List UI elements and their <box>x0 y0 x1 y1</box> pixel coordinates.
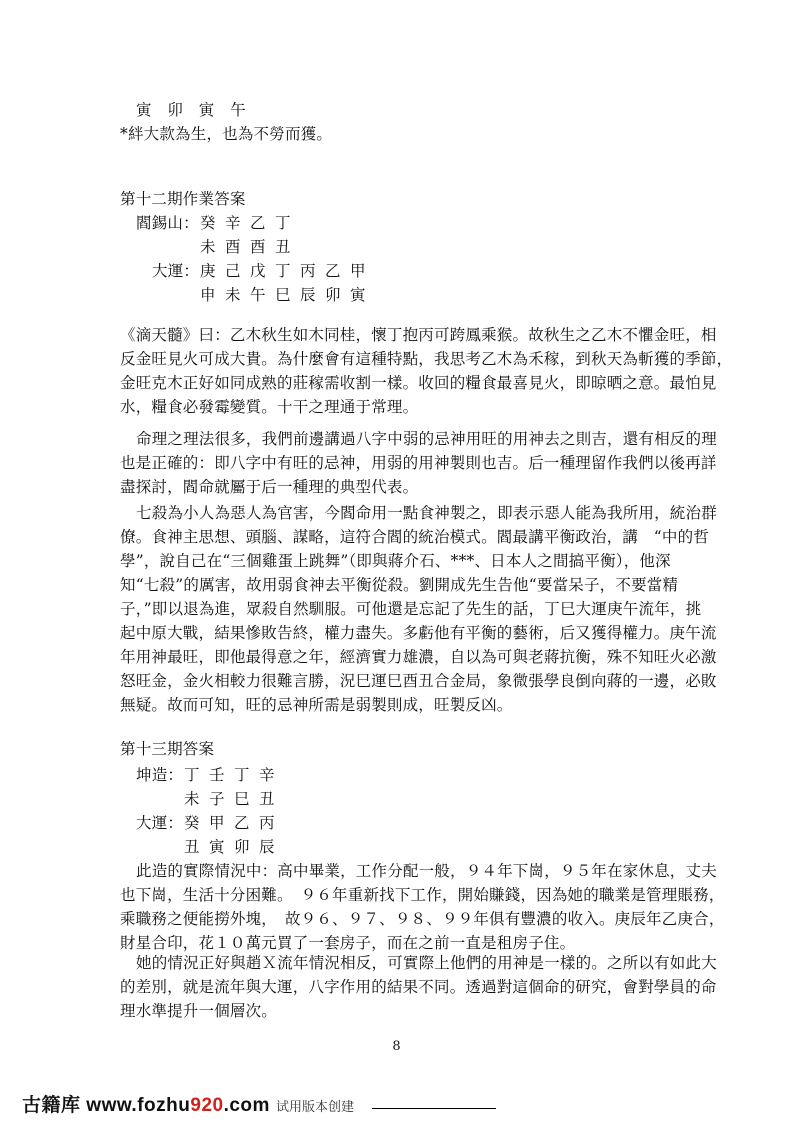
branch: 巳 <box>234 790 250 808</box>
paragraph-line: 理水準提升一個層次。 <box>120 1002 278 1020</box>
paragraph-line: 怒旺金，金火相較力很難言勝，況巳運巳酉丑合金局，象微張學良倒向蔣的一邊，必敗 <box>120 672 717 690</box>
stem: 丁 <box>234 766 250 784</box>
luck-branch: 寅 <box>209 838 225 856</box>
branch: 未 <box>200 238 216 256</box>
section12-stems <box>200 211 300 235</box>
luck-stem: 甲 <box>350 262 366 280</box>
paragraph-line: 知“七殺”的厲害，故用弱食神去平衡從殺。劉開成先生告他“要當呆子，不要當精 <box>120 576 679 594</box>
paragraph-line: 的差別，就是流年與大運，八字作用的結果不同。透過對這個命的研究，會對學員的命 <box>120 978 717 996</box>
section12-luck-stems <box>200 259 375 283</box>
luck-branch: 卯 <box>325 286 341 304</box>
logo-domain: fozhu <box>137 1095 191 1116</box>
logo-www: www. <box>80 1095 138 1116</box>
branch: 酉 <box>250 238 266 256</box>
paragraph-line: 《滴天髓》曰：乙木秋生如木同桂，懷丁抱丙可跨鳳乘猴。故秋生之乙木不懼金旺，相 <box>120 326 717 344</box>
branch: 酉 <box>225 238 241 256</box>
paragraph-line: 命理之理法很多，我們前邊講過八字中弱的忌神用旺的用神去之則吉，還有相反的理 <box>136 430 717 448</box>
paragraph-line: 七殺為小人為惡人為官害，今閻命用一點食神製之，即表示惡人能為我所用，統治群 <box>136 504 717 522</box>
trial-version-text: 试用版本创建 <box>275 1099 354 1114</box>
top-note: *絆大款為生，也為不勞而獲。 <box>120 125 333 143</box>
branch: 丑 <box>275 238 291 256</box>
logo-prefix: 古籍库 <box>22 1095 81 1116</box>
paragraph-line: 她的情況正好與趙Ｘ流年情況相反，可實際上他們的用神是一樣的。之所以有如此大 <box>136 954 717 972</box>
branch: 子 <box>209 790 225 808</box>
section12-branches <box>200 235 300 259</box>
stem: 丁 <box>184 766 200 784</box>
paragraph-line: 水，糧食必發霉變質。十干之理通于常理。 <box>120 398 419 416</box>
stem: 壬 <box>209 766 225 784</box>
section12-chart-label: 閻錫山： <box>136 214 199 232</box>
luck-branch: 丑 <box>184 838 200 856</box>
luck-stem: 戊 <box>250 262 266 280</box>
paragraph-line: 學”，說自己在“三個雞蛋上跳舞”（即與蔣介石、***、日本人之間搞平衡），他深 <box>120 552 671 570</box>
section12-luck-branches <box>200 283 375 307</box>
luck-stem: 己 <box>225 262 241 280</box>
section13-luck-branches <box>184 835 284 859</box>
paragraph-line: 反金旺見火可成大貴。為什麼會有這種特點，我思考乙木為禾稼，到秋天為斬獲的季節， <box>120 350 733 368</box>
paragraph-line: 此造的實際情況中：高中畢業，工作分配一般，９４年下崗，９５年在家休息，丈夫 <box>136 862 717 880</box>
luck-stem: 甲 <box>209 814 225 832</box>
luck-branch: 巳 <box>275 286 291 304</box>
stem: 辛 <box>259 766 275 784</box>
section13-stems <box>184 763 284 787</box>
section13-branches <box>184 787 284 811</box>
paragraph-line: 無疑。故而可知，旺的忌神所需是弱製則成，旺製反凶。 <box>120 696 513 714</box>
site-logo[interactable] <box>22 1095 270 1116</box>
luck-branch: 午 <box>250 286 266 304</box>
paragraph-line: 起中原大戰，結果慘敗告終，權力盡失。多虧他有平衡的藝術，后又獲得權力。庚午流 <box>120 624 717 642</box>
paragraph-line: 也下崗，生活十分困難。 ９６年重新找下工作，開始賺錢，因為她的職業是管理賬務， <box>120 886 725 904</box>
footer-underline <box>372 1108 496 1109</box>
luck-stem: 乙 <box>234 814 250 832</box>
section13-chart-label: 坤造： <box>136 766 184 784</box>
luck-stem: 丁 <box>275 262 291 280</box>
paragraph-line: 子，”即以退為進，眾殺自然馴服。可他還是忘記了先生的話，丁巳大運庚午流年，挑 <box>120 600 702 618</box>
paragraph-line: 也是正確的：即八字中有旺的忌神，用弱的用神製則也吉。后一種理留作我們以後再詳 <box>120 454 717 472</box>
paragraph-line: 年用神最旺，即他最得意之年，經濟實力雄濃，自以為可與老蔣抗衡，殊不知旺火必激 <box>120 648 717 666</box>
section13-luck-stems <box>184 811 284 835</box>
paragraph-line: 乘職務之便能撈外塊， 故９６、９７、９８、９９年俱有豐濃的收入。庚辰年乙庚合， <box>120 910 725 928</box>
logo-domain-number: 920 <box>190 1095 224 1116</box>
paragraph-line: 金旺克木正好如同成熟的莊稼需收割一樣。收回的糧食最喜見火，即晾晒之意。最怕見 <box>120 374 717 392</box>
luck-stem: 乙 <box>325 262 341 280</box>
stem: 癸 <box>200 214 216 232</box>
paragraph-line: 僚。食神主思想、頭腦、謀略，這符合閻的統治模式。閻最講平衡政治，講 “中的哲 <box>120 528 710 546</box>
section12-heading: 第十二期作業答案 <box>120 190 246 208</box>
luck-branch: 未 <box>225 286 241 304</box>
page-number: 8 <box>392 1039 401 1054</box>
stem: 丁 <box>275 214 291 232</box>
luck-stem: 丙 <box>300 262 316 280</box>
section13-heading: 第十三期答案 <box>120 740 215 758</box>
luck-branch: 寅 <box>350 286 366 304</box>
branch: 未 <box>184 790 200 808</box>
section12-luck-label: 大運： <box>152 262 200 280</box>
section13-luck-label: 大運： <box>136 814 184 832</box>
luck-branch: 卯 <box>234 838 250 856</box>
luck-stem: 癸 <box>184 814 200 832</box>
paragraph-line: 財星合印，花１０萬元買了一套房子，而在之前一直是租房子住。 <box>120 934 576 952</box>
luck-branch: 辰 <box>259 838 275 856</box>
stem: 辛 <box>225 214 241 232</box>
luck-branch: 辰 <box>300 286 316 304</box>
stem: 乙 <box>250 214 266 232</box>
branch: 丑 <box>259 790 275 808</box>
luck-stem: 丙 <box>259 814 275 832</box>
top-branches-row: 寅 卯 寅 午 <box>136 101 246 119</box>
logo-suffix: .com <box>223 1095 270 1116</box>
luck-stem: 庚 <box>200 262 216 280</box>
luck-branch: 申 <box>200 286 216 304</box>
watermark-footer <box>22 1090 354 1124</box>
paragraph-line: 盡探討，閻命就屬于后一種理的典型代表。 <box>120 478 419 496</box>
